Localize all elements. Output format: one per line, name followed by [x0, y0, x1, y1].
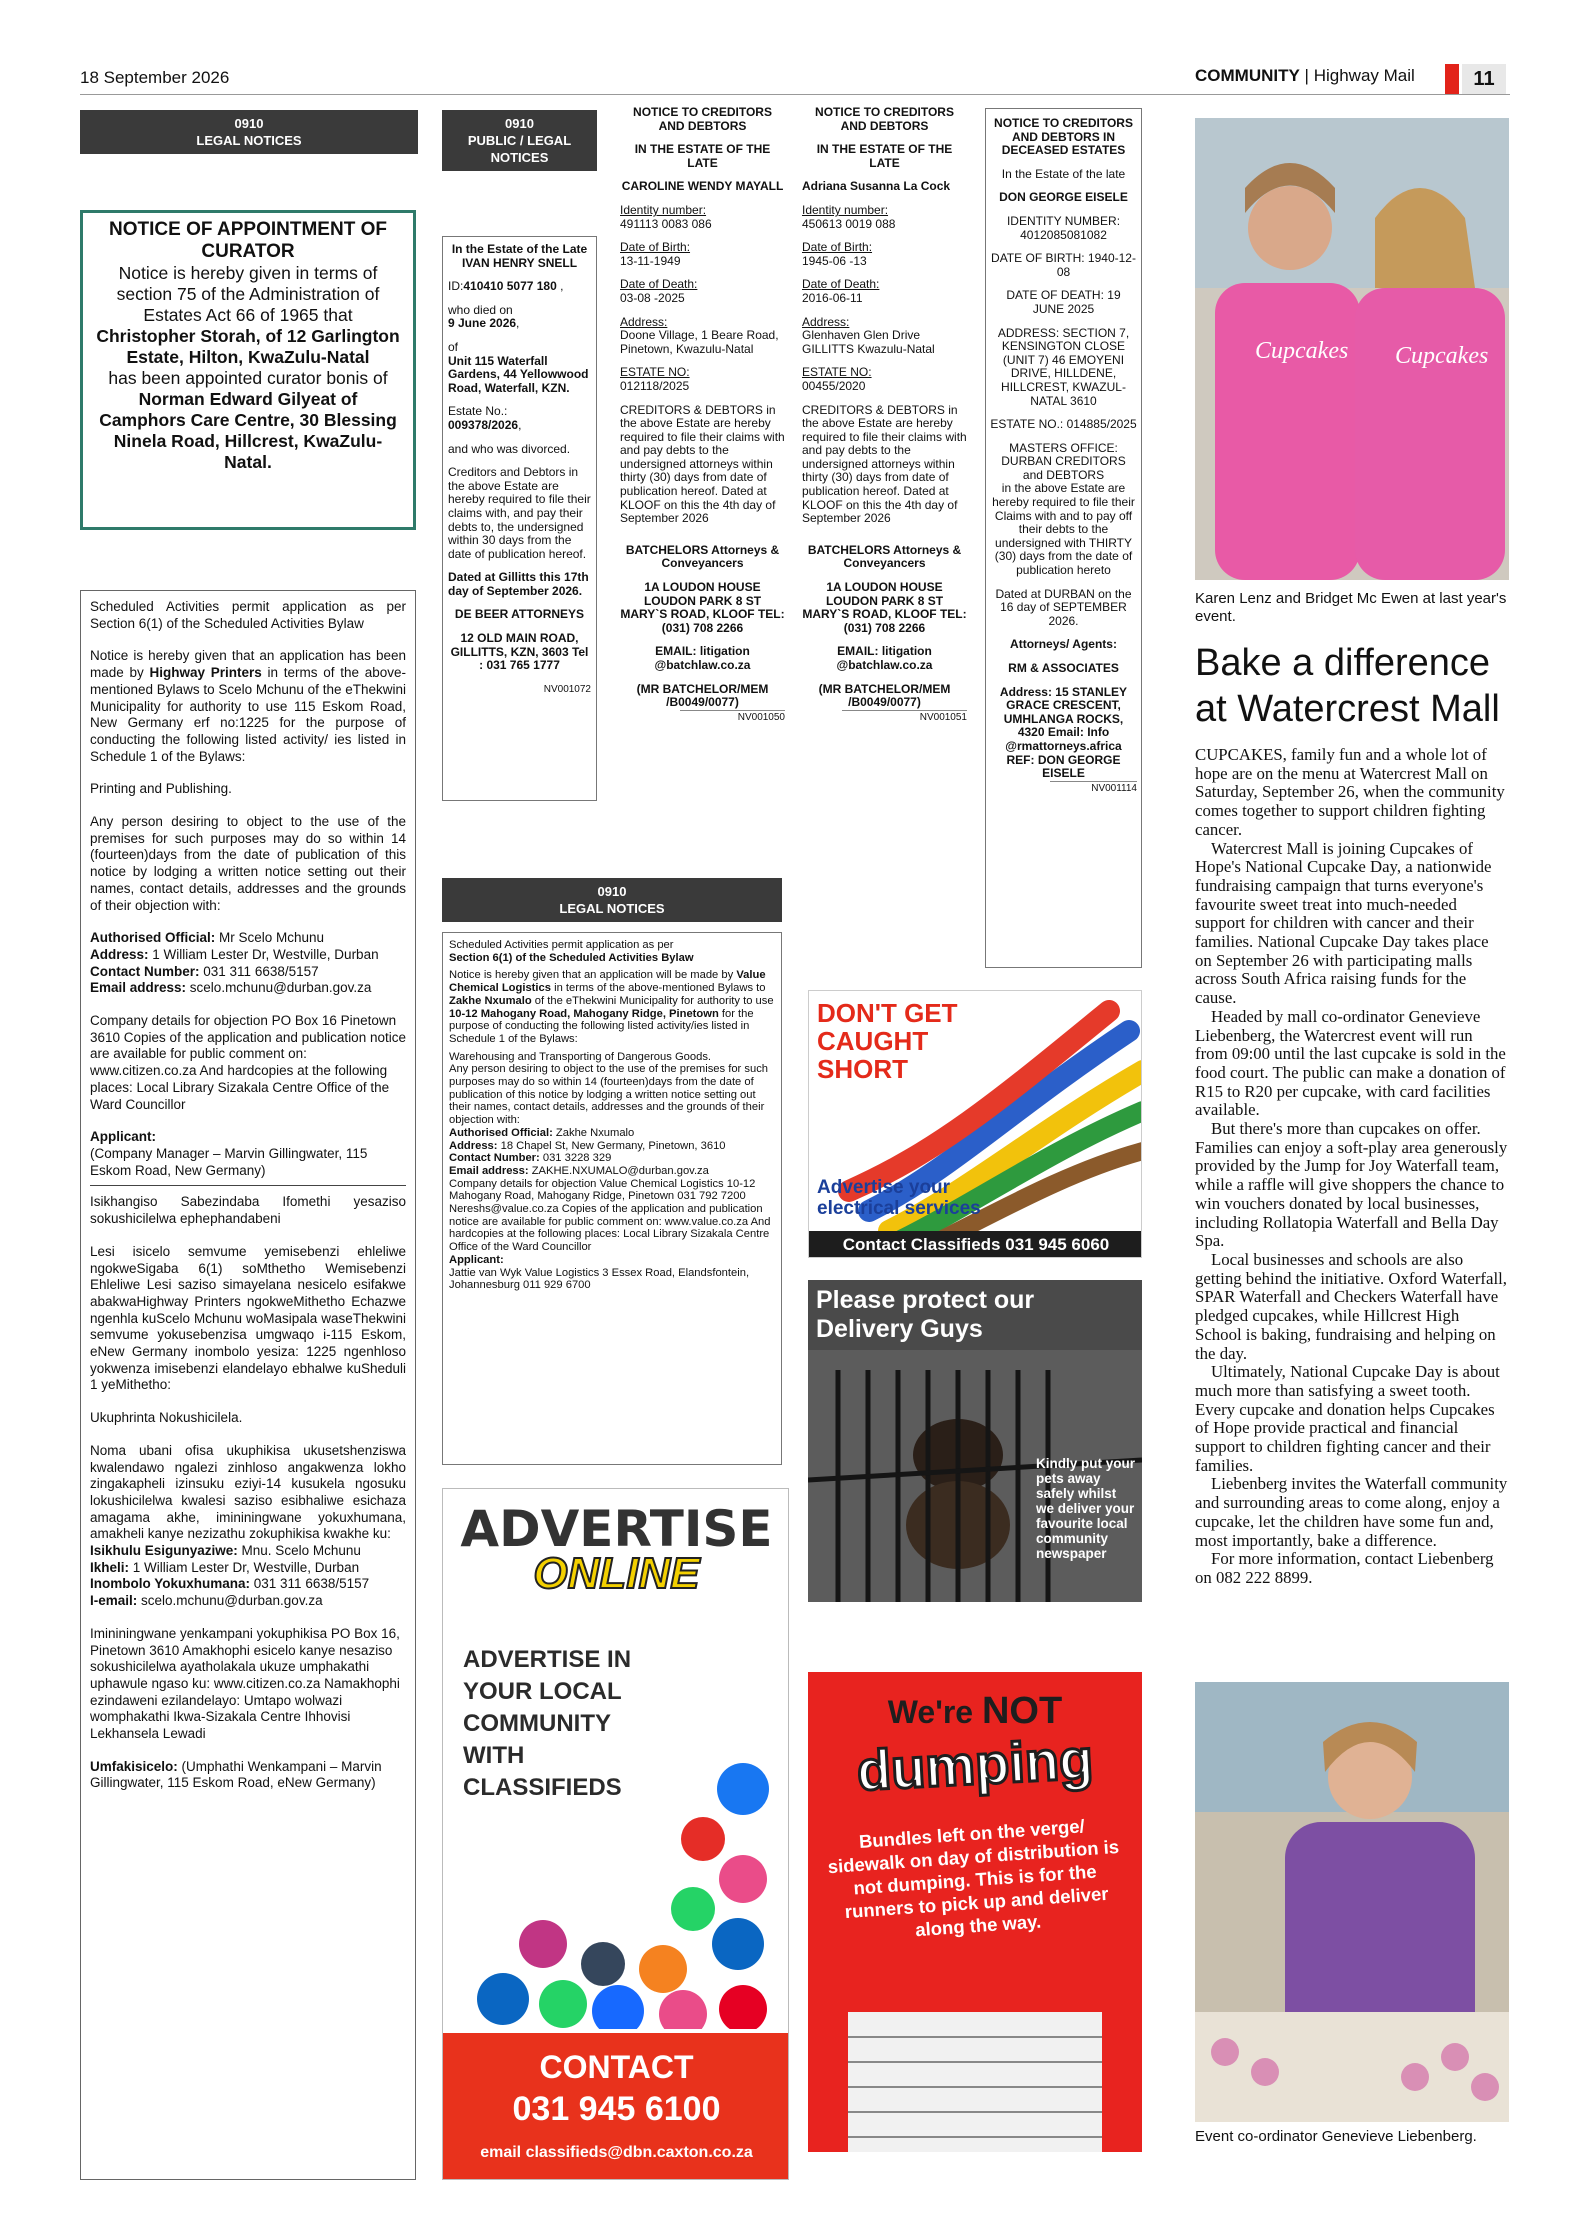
official-email: Email address: scelo.mchunu@durban.gov.za — [90, 980, 372, 996]
zulu-address: Ikheli: 1 William Lester Dr, Westville, Durban — [90, 1559, 360, 1575]
public-legal-tag: 0910 PUBLIC / LEGAL NOTICES — [442, 110, 597, 171]
snell-heading: In the Estate of the Late IVAN HENRY SNELL — [451, 242, 588, 270]
legal-notices-tag — [80, 110, 418, 154]
newspaper-bundle — [808, 1992, 1142, 2152]
snell-firm: DE BEER ATTORNEYS — [454, 607, 585, 622]
applicant: Applicant: (Company Manager – Marvin Gillingwater, 115 Eskom Road, New Germany) — [90, 1129, 368, 1178]
ad3-contact-label: CONTACT — [539, 2049, 694, 2085]
eisele-firm: RM & ASSOCIATES — [1008, 661, 1119, 675]
lacock-nv: NV001051 — [842, 710, 967, 725]
article-headline: Bake a difference at Watercrest Mall — [1195, 642, 1500, 730]
curator-mid: has been appointed curator bonis of — [108, 368, 388, 388]
lacock-h2: IN THE ESTATE OF THE LATE — [816, 142, 953, 170]
tag-label: LEGAL NOTICES — [196, 133, 302, 148]
lacock-firm-address: 1A LOUDON HOUSE LOUDON PARK 8 ST MARY`S ROAD, KLOOF TEL: (031) 708 2266 — [802, 580, 967, 635]
zulu-applicant: Umfakisicelo: (Umphathi Wenkampani – Marvin Gillingwater, 115 Eskom Road, eNew Germany) — [90, 1758, 382, 1791]
curator-title: NOTICE OF APPOINTMENT OF CURATOR — [109, 219, 387, 262]
mayall-nv: NV001050 — [680, 710, 785, 725]
dribbble-icon — [719, 1855, 767, 1903]
mayall-email: EMAIL: litigation @batchlaw.co.za — [654, 644, 751, 672]
issue-date: 18 September 2026 — [80, 68, 230, 87]
eisele-id: IDENTITY NUMBER: 4012085081082 — [1006, 213, 1121, 242]
lacock-email: EMAIL: litigation @batchlaw.co.za — [836, 644, 933, 672]
zulu-official: Isikhulu Esigunyaziwe: Mnu. Scelo Mchunu — [90, 1543, 361, 1559]
ad4-dumping: dumping — [855, 1726, 1095, 1803]
snell-estate-notice — [442, 236, 597, 801]
lacock-estate: ESTATE NO: 00455/2020 — [802, 365, 872, 393]
article-paragraph: Liebenberg invites the Waterfall community and surrounding areas to come along, enjoy a cupcake, let the children have some fun and, most importantly, bake a difference. — [1195, 1474, 1508, 1550]
article-paragraph: Local businesses and schools are also getting behind the initiative. Oxford Waterfall, SPAR Waterfall and Checkers Waterfall have pledged cupcakes, while Hillcrest High School is baking, fundraising and helping on the day. — [1195, 1249, 1507, 1363]
snell-estate: Estate No.: 009378/2026, — [448, 404, 522, 432]
mayall-dob: Date of Birth: 13-11-1949 — [620, 240, 691, 268]
page-number: 11 — [1462, 64, 1506, 94]
snell-of: of — [448, 339, 459, 354]
snell-id: ID:410410 5077 180 , — [448, 279, 564, 294]
header-rule — [80, 94, 1510, 95]
eisele-estate: ESTATE NO.: 014885/2025 — [990, 417, 1137, 432]
linkedin-icon-2 — [477, 1973, 529, 2025]
zulu-activity: Ukuphrinta Nokushicilela. — [90, 1410, 243, 1426]
ad3-subtitle: ONLINE — [533, 1549, 700, 1598]
eisele-dod: DATE OF DEATH: 19 JUNE 2025 — [1006, 288, 1121, 316]
mayall-body: CREDITORS & DEBTORS in the above Estate are hereby required to file their claims with and pay debts to the undersigned attorneys within thirty (30) days from date of publication hereof. Dated at KLOOF on this the 4th day of September 2026 — [620, 402, 785, 526]
sched2-activity: Warehousing and Transporting of Dangerous Goods. — [449, 1050, 712, 1063]
mayall-dod: Date of Death: 03-08 -2025 — [620, 277, 698, 305]
ad4-line1: We're NOT — [887, 1690, 1063, 1732]
zulu-objection: Noma ubani ofisa ukuphikisa ukusetshenziswa kwalendawo ngalezi zinhloso angakwenza lokho zingakapheli izinsuku eziyi-14 kusukela ngosuku lokushicilelwa kwalesi saziso esibhaliwe esichaza amagama akhe, imininingwane yokuxhumana, amakheli kanye nezizathu zokuphikisa kwakhe ku: — [90, 1442, 406, 1542]
eisele-attorneys-label: Attorneys/ Agents: — [1010, 637, 1117, 652]
not-dumping-ad — [808, 1672, 1142, 2152]
photo-caption-1: Karen Lenz and Bridget Mc Ewen at last year's event. — [1195, 590, 1507, 625]
official-address: Address: 1 William Lester Dr, Westville, Durban — [90, 946, 379, 962]
sched2-address: Address: 18 Chapel St, New Germany, Pinetown, 3610 — [449, 1139, 726, 1152]
dribbble-icon-2 — [659, 1990, 707, 2029]
sched2-subtitle: Section 6(1) of the Scheduled Activities Bylaw — [449, 951, 694, 964]
activity: Printing and Publishing. — [90, 781, 232, 797]
zulu-contact: Inombolo Yokuxhumana: 031 311 6638/5157 — [90, 1576, 370, 1592]
eisele-intro: In the Estate of the late — [1001, 166, 1126, 181]
section-name: COMMUNITY — [1195, 66, 1300, 85]
snell-dated: Dated at Gillitts this 17th day of September 2026. — [448, 570, 589, 598]
mayall-estate-notice — [620, 106, 785, 724]
section-label — [1195, 66, 1415, 86]
eisele-dob: DATE OF BIRTH: 1940-12-08 — [991, 251, 1136, 279]
snell-ref: NV001072 — [543, 683, 591, 695]
separator: | — [1299, 66, 1314, 85]
eisele-nv: NV001114 — [1050, 781, 1137, 796]
ad4-body: Bundles left on the verge/ sidewalk on day of distribution is not dumping. This is for the runners to pick up and deliver along the way. — [827, 1815, 1120, 1941]
sched2-contact: Contact Number: 031 3228 329 — [449, 1152, 612, 1165]
value-chemical-notice — [442, 932, 782, 1465]
eisele-estate-notice — [985, 108, 1142, 968]
article-paragraph: CUPCAKES, family fun and a whole lot of hope are on the menu at Watercrest Mall on Saturday, September 26, when the community comes together to support children fighting cancer. — [1195, 745, 1505, 839]
article-paragraph: Ultimately, National Cupcake Day is about much more than satisfying a sweet tooth. Every cupcake and donation helps Cupcakes of Hope provide practical and financial support to children fighting cancer and their families. — [1195, 1362, 1500, 1475]
article-body — [1195, 746, 1509, 1588]
eisele-masters: MASTERS OFFICE: DURBAN CREDITORS and DEBTORS — [1001, 440, 1126, 482]
lacock-id: Identity number: 450613 0019 088 — [802, 202, 896, 231]
linkedin-icon — [712, 1918, 764, 1970]
sched2-official: Authorised Official: Zakhe Nxumalo — [449, 1126, 635, 1139]
zulu-company: Imininingwane yenkampani yokuphikisa PO Box 16, Pinetown 3610 Amakhophi esicelo kanye nesaziso sokushicilelwa ayatholakala ukuze umphakathi uphawule ngaso ku: www.citizen.co.za Namakhophi ezindaweni ezilandelayo: Umtapo wolwazi womphakathi Ikwa-Sizakala Centre Ihhovisi Lekhansela Lewadi — [90, 1625, 400, 1742]
official-contact: Contact Number: 031 311 6638/5157 — [90, 963, 319, 979]
sched2-title: Scheduled Activities permit application as per — [449, 939, 674, 951]
instagram-icon — [519, 1920, 567, 1968]
lacock-dod: Date of Death: 2016-06-11 — [802, 277, 880, 305]
mayall-h1: NOTICE TO CREDITORS AND DEBTORS — [633, 105, 772, 133]
curator-name: Christopher Storah, of 12 Garlington Estate, Hilton, KwaZulu-Natal — [96, 326, 400, 367]
ad1-headline: DON'T GET CAUGHT SHORT — [817, 998, 958, 1084]
ad2-headline: Please protect our Delivery Guys — [816, 1286, 1035, 1343]
snell-died: who died on 9 June 2026, — [448, 302, 520, 331]
scheduled-activities-notice — [80, 590, 416, 2180]
photo-genevieve — [1195, 1682, 1509, 2122]
zulu-email: I-email: scelo.mchunu@durban.gov.za — [90, 1593, 323, 1609]
ad1-contact-bar: Contact Classifieds 031 945 6060 — [809, 1231, 1142, 1258]
sched2-body: Notice is hereby given that an application will be made by Value Chemical Logistics in terms of the above-mentioned Bylaws to Zakhe Nxumalo of the eThekwini Municipality for authority to use 10-12 Mahogany Road, Mahogany Ridge, Pinetown for the purpose of conducting the following listed activity/ies listed in Schedule 1 of the Bylaws: — [449, 969, 774, 1045]
photo-karen-bridget — [1195, 118, 1509, 580]
divider — [90, 1185, 406, 1186]
notice-heading: Scheduled Activities permit application as per Section 6(1) of the Scheduled Activities Bylaw — [90, 599, 406, 631]
pinterest-icon — [719, 1985, 767, 2029]
ad3-contact-panel — [443, 2033, 789, 2180]
facebook-icon — [717, 1763, 769, 1815]
lacock-body: CREDITORS & DEBTORS in the above Estate are hereby required to file their claims with and pay debts to the undersigned attorneys within thirty (30) days from date of publication hereof. Dated at KLOOF on this the 4th day of September 2026 — [802, 402, 967, 526]
electrical-ad — [808, 990, 1142, 1258]
ad3-body: ADVERTISE IN YOUR LOCAL COMMUNITY WITH CLASSIFIEDS — [463, 1646, 632, 1801]
mayall-ref: (MR BATCHELOR/MEM /B0049/0077) — [636, 681, 769, 710]
sched2-applicant: Applicant: Jattie van Wyk Value Logistics 3 Essex Road, Elandsfontein, Johannesburg 011 929 6700 — [449, 1253, 750, 1292]
ad3-phone: 031 945 6100 — [512, 2090, 721, 2128]
mayall-name: CAROLINE WENDY MAYALL — [621, 179, 784, 194]
advertise-online-ad — [442, 1488, 789, 2180]
lacock-firm: BATCHELORS Attorneys & Conveyancers — [807, 542, 962, 571]
lacock-dob: Date of Birth: 1945-06 -13 — [802, 240, 873, 268]
paper-name: Highway Mail — [1313, 66, 1415, 85]
lacock-address: Address: Glenhaven Glen Drive GILLITTS Kwazulu-Natal — [802, 314, 935, 356]
article-paragraph: But there's more than cupcakes on offer. Families can enjoy a soft-play area generously provided by the Jump for Joy Waterfall team, while a raffle will give shoppers the chance to win vouchers donated by local businesses, including Rollatopia Waterfall and Bella Day Spa. — [1195, 1119, 1508, 1251]
legal-notices-tag-2: 0910 LEGAL NOTICES — [442, 878, 782, 922]
eisele-body: in the above Estate are hereby required to file their Claims with and to pay off their debts to the undersigned with THIRTY (30) days from the date of publication hereto — [992, 481, 1135, 578]
notice-body: Notice is hereby given that an application has been made by Highway Printers in terms of the above-mentioned Bylaws to Scelo Mchunu of the eThekwini Municipality for authority to use 115 Eskom Road, New Germany erf no:1225 for the purpose of conducting the following listed activity/ ies listed in Schedule 1 of the Bylaws: — [90, 648, 406, 764]
curator-notice — [80, 210, 416, 530]
eisele-name: DON GEORGE EISELE — [999, 190, 1128, 205]
lacock-name: Adriana Susanna La Cock — [802, 179, 951, 194]
mayall-id: Identity number: 491113 0083 086 — [620, 202, 712, 231]
sched2-objection: Any person desiring to object to the use of the premises for such purposes may do so within 14 (fourteen)days from the date of publication of this notice by lodging a written notice setting out their names, contact details, addresses and the grounds of their objection with: — [449, 1063, 769, 1127]
mayall-address: Address: Doone Village, 1 Beare Road, Pinetown, Kwazulu-Natal — [620, 314, 779, 356]
eisele-firm-address: Address: 15 STANLEY GRACE CRESCENT, UMHLANGA ROCKS, 4320 Email: Info @rmattorneys.africa REF: DON GEORGE EISELE — [999, 684, 1128, 781]
photo-caption-2: Event co-ordinator Genevieve Liebenberg. — [1195, 2128, 1477, 2145]
mayall-firm-address: 1A LOUDON HOUSE LOUDON PARK 8 ST MARY`S ROAD, KLOOF TEL: (031) 708 2266 — [620, 580, 785, 635]
ad2-note: Kindly put your pets away safely whilst we deliver your favourite local community newspaper — [1036, 1456, 1135, 1561]
whatsapp-icon-2 — [539, 1980, 587, 2028]
article-paragraph: Watercrest Mall is joining Cupcakes of Hope's National Cupcake Day, a nationwide fundraising campaign that turns everyone's favourite sweet treat into much-needed support for children with cancer and their families. National Cupcake Day takes place on September 26 with participating malls across South Africa raising funds for the cause. — [1195, 838, 1492, 1008]
youtube-icon — [681, 1817, 725, 1861]
snell-address: Unit 115 Waterfall Gardens, 44 Yellowwood Road, Waterfall, KZN. — [448, 353, 589, 395]
article-paragraph: Headed by mall co-ordinator Genevieve Liebenberg, the Watercrest event will run from 09:00 until the last cupcake is sold in the food court. The public can make a donation of R15 to R20 per cupcake, with card facilities available. — [1195, 1006, 1506, 1120]
eisele-dated: Dated at DURBAN on the 16 day of SEPTEMBER 2026. — [995, 586, 1132, 628]
ad3-title: ADVERTISE — [460, 1500, 773, 1558]
eisele-heading: NOTICE TO CREDITORS AND DEBTORS IN DECEASED ESTATES — [994, 116, 1133, 158]
snell-body: Creditors and Debtors in the above Estate are hereby required to file their claims with, and pay their debts to, the undersigned within 30 days from the date of publication hereof. — [448, 465, 591, 561]
mayall-firm: BATCHELORS Attorneys & Conveyancers — [625, 542, 780, 571]
snell-firm-address: 12 OLD MAIN ROAD, GILLITTS, KZN, 3603 Tel : 031 765 1777 — [450, 631, 589, 673]
ad1-sub: Advertise your electrical services — [817, 1177, 981, 1219]
mayall-estate: ESTATE NO: 012118/2025 — [620, 365, 690, 393]
lacock-ref: (MR BATCHELOR/MEM /B0049/0077) — [818, 681, 951, 710]
sched2-email: Email address: ZAKHE.NXUMALO@durban.gov.za — [449, 1164, 709, 1177]
rss-icon — [639, 1945, 687, 1993]
mayall-h2: IN THE ESTATE OF THE LATE — [634, 142, 771, 170]
zulu-body: Lesi isicelo semvume yemisebenzi ehleliwe ngokweSigaba 6(1) soMthetho Wemisebenzi Ehleliwe Lesi saziso simayelana nesicelo esifakwe abakwaHighway Printers ngokweMithetho Echazwe ngenhla kuScelo Mchunu woMasipala waseThekwini semvume yokusebenzisa umgwaqo i-115 Eskom, eNew Germany inombolo yesiza: 1225 ngenhloso yokwenza imisebenzi elandelayo ebhalwe kuSheduli 1 yeMithetho: — [90, 1243, 406, 1393]
curator-intro: Notice is hereby given in terms of section 75 of the Administration of Estates Act 66 of 1965 that — [116, 263, 380, 325]
eisele-address: ADDRESS: SECTION 7, KENSINGTON CLOSE (UNIT 7) 46 EMOYENI DRIVE, HILLDENE, HILLCREST, KWAZUL-NATAL 3610 — [997, 325, 1130, 408]
tumblr-icon — [581, 1942, 625, 1986]
header-accent — [1445, 64, 1459, 94]
lacock-estate-notice — [802, 106, 967, 724]
shirt-print-left: Cupcakes — [1255, 338, 1349, 364]
behance-icon — [592, 1985, 644, 2029]
shirt-print-right: Cupcakes — [1395, 343, 1489, 369]
official: Authorised Official: Mr Scelo Mchunu — [90, 930, 325, 946]
sched2-company: Company details for objection Value Chemical Logistics 10-12 Mahogany Road, Mahogany Ridge, Pinetown 031 792 7200 Nereshs@value.co.za Copies of the application and publication notice are available for public comment on: www.value.co.za And hardcopies at the following places: Local Library Sizakala Centre Office of the Ward Councillor — [449, 1177, 771, 1254]
lacock-h1: NOTICE TO CREDITORS AND DEBTORS — [815, 105, 954, 133]
delivery-pets-ad — [808, 1280, 1142, 1602]
zulu-heading: Isikhangiso Sabezindaba Ifomethi yesaziso sokushicilelwa ephephandabeni — [90, 1194, 406, 1227]
tag-code: 0910 — [234, 116, 264, 131]
article-paragraph: For more information, contact Liebenberg on 082 222 8899. — [1195, 1549, 1494, 1587]
objection-text: Any person desiring to object to the use of the premises for such purposes may do so within 14 (fourteen)days from the date of publication of this notice by lodging a written notice setting out their names, contact details, addresses and the grounds of their objection with: — [90, 814, 406, 913]
company-details: Company details for objection PO Box 16 Pinetown 3610 Copies of the application and publication notice are available for public comment on: www.citizen.co.za And hardcopies at the following places: Local Library Sizakala Centre Office of the Ward Councillor — [90, 1013, 406, 1112]
snell-divorced: and who was divorced. — [448, 441, 571, 456]
ad3-email: email classifieds@dbn.caxton.co.za — [480, 2144, 753, 2161]
whatsapp-icon — [671, 1887, 715, 1931]
social-icons-cloud — [443, 1729, 789, 2029]
curator-ward: Norman Edward Gilyeat of Camphors Care Centre, 30 Blessing Ninela Road, Hillcrest, KwaZulu-Natal. — [99, 389, 397, 472]
